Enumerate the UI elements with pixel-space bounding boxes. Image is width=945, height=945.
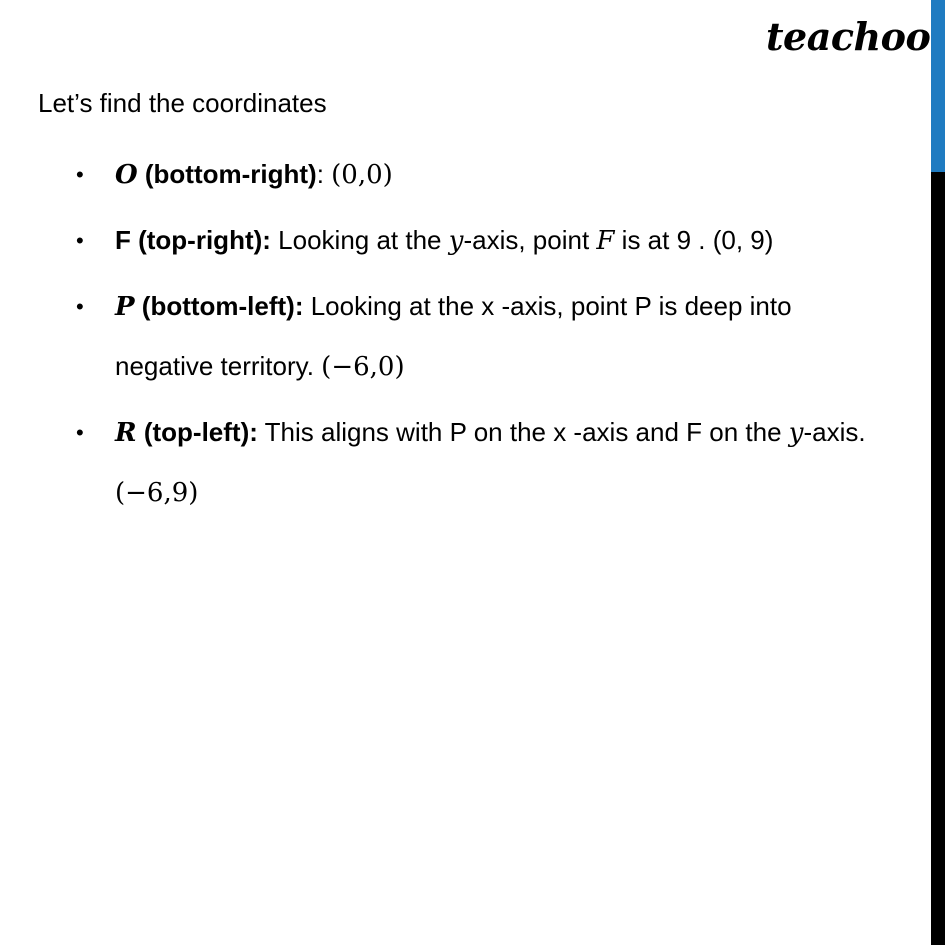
coord-r: (−6,9)	[115, 478, 199, 508]
coord-p: (−6,0)	[321, 352, 405, 382]
bullet-icon: •	[76, 294, 84, 319]
var-r: R	[115, 418, 137, 448]
var-y-2: y	[788, 418, 804, 448]
label-f: F (top-right):	[115, 225, 271, 255]
text-f-3: is at 9 . (0, 9)	[614, 225, 774, 255]
var-o: O	[115, 160, 138, 190]
side-bar-accent	[931, 0, 945, 172]
coord-o: (0,0)	[331, 160, 393, 190]
list-item-f	[0, 211, 910, 271]
var-y: y	[448, 226, 464, 256]
label-r: (top-left):	[136, 417, 258, 447]
coordinates-list	[0, 145, 910, 529]
bullet-icon: •	[76, 228, 84, 253]
text-r-2: -axis.	[803, 417, 866, 447]
text-f-2: -axis, point	[463, 225, 597, 255]
text-f-1: Looking at the	[270, 225, 449, 255]
intro-text: Let’s find the coordinates	[38, 88, 327, 118]
teachoo-logo: teachoo	[766, 14, 931, 59]
label-o: (bottom-right)	[137, 159, 317, 189]
list-item-p	[0, 277, 910, 397]
text-p: Looking at the x -axis, point P is deep into negative territory.	[115, 291, 792, 381]
list-item-o	[0, 145, 910, 205]
text-r-1: This aligns with P on the x -axis and F on the	[257, 417, 789, 447]
var-p: P	[115, 292, 135, 322]
list-item-r	[0, 403, 910, 523]
bullet-icon: •	[76, 420, 84, 445]
var-f: F	[596, 226, 615, 256]
label-p: (bottom-left):	[134, 291, 304, 321]
sep-o: :	[316, 159, 332, 189]
side-bar	[931, 0, 945, 945]
bullet-icon: •	[76, 162, 84, 187]
